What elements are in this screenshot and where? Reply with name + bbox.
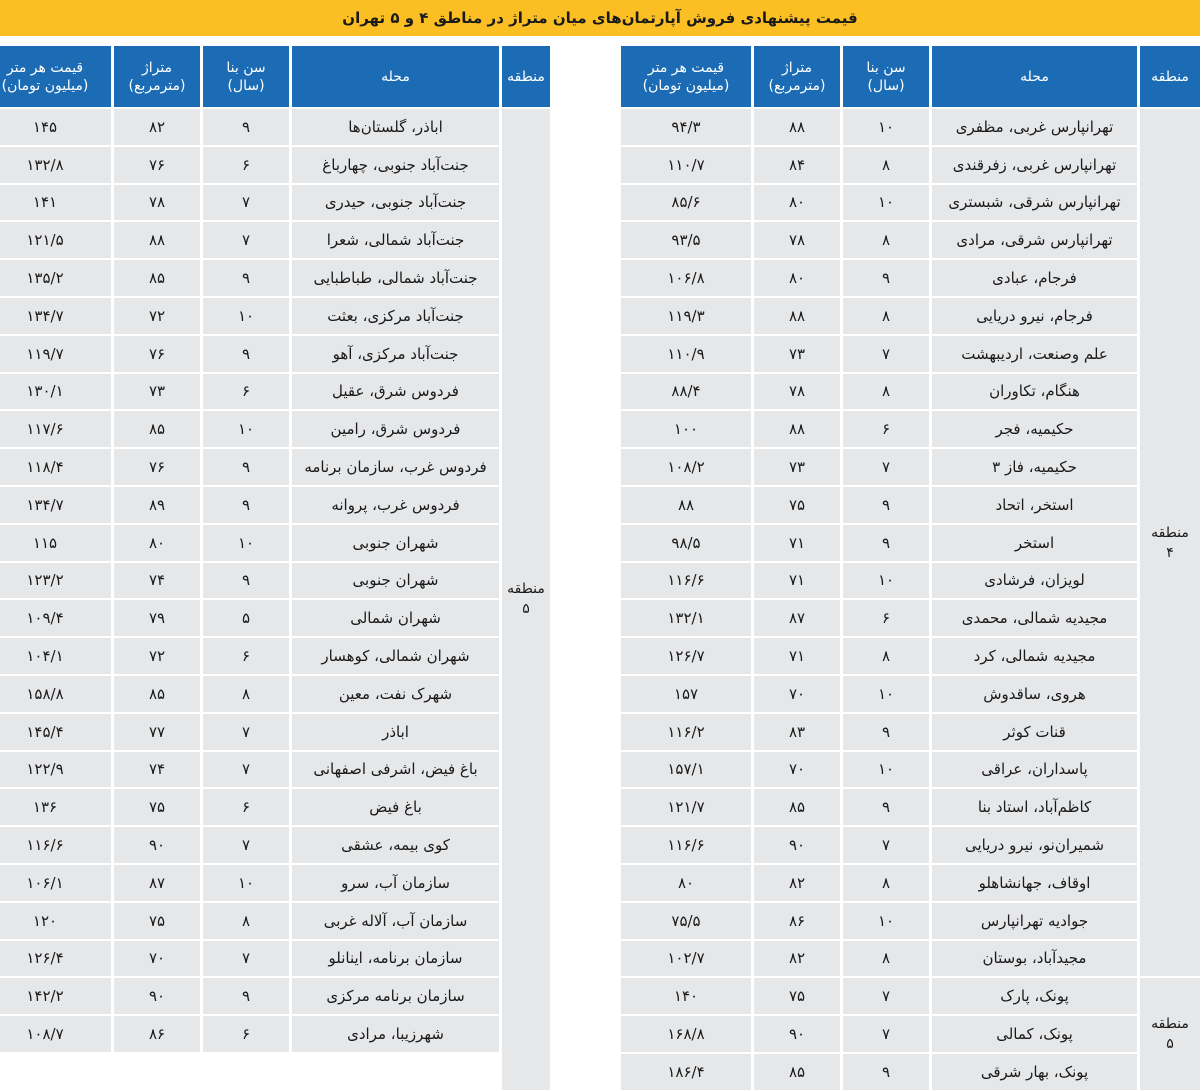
age-cell: ۸	[843, 941, 929, 977]
area-cell: ۷۸	[114, 185, 200, 221]
area-cell: ۸۹	[114, 487, 200, 523]
header-area: متراژ (مترمربع)	[754, 46, 840, 107]
neighborhood-cell: مجیدیه شمالی، محمدی	[932, 600, 1137, 636]
price-cell: ۱۲۱/۷	[621, 789, 751, 825]
header-neighborhood: محله	[292, 46, 499, 107]
area-cell: ۸۵	[754, 789, 840, 825]
neighborhood-cell: اوقاف، جهانشاهلو	[932, 865, 1137, 901]
age-cell: ۶	[843, 600, 929, 636]
area-cell: ۷۶	[114, 449, 200, 485]
price-cell: ۹۴/۳	[621, 109, 751, 145]
age-cell: ۷	[843, 978, 929, 1014]
age-cell: ۱۰	[843, 563, 929, 599]
price-cell: ۱۰۴/۱	[0, 638, 111, 674]
age-cell: ۷	[843, 827, 929, 863]
neighborhood-cell: پاسداران، عراقی	[932, 752, 1137, 788]
price-cell: ۱۵۸/۸	[0, 676, 111, 712]
area-cell: ۸۲	[754, 941, 840, 977]
area-cell: ۷۶	[114, 147, 200, 183]
age-cell: ۶	[203, 789, 289, 825]
area-cell: ۷۰	[754, 752, 840, 788]
neighborhood-cell: فرجام، نیرو دریایی	[932, 298, 1137, 334]
price-cell: ۱۳۵/۲	[0, 260, 111, 296]
price-cell: ۱۴۰	[621, 978, 751, 1014]
age-cell: ۱۰	[203, 865, 289, 901]
area-cell: ۸۵	[114, 676, 200, 712]
neighborhood-cell: استخر	[932, 525, 1137, 561]
age-cell: ۷	[843, 336, 929, 372]
price-cell: ۱۱۶/۶	[621, 563, 751, 599]
age-cell: ۹	[843, 525, 929, 561]
neighborhood-cell: قنات کوثر	[932, 714, 1137, 750]
price-cell: ۱۰۸/۷	[0, 1016, 111, 1052]
title-bar	[0, 0, 1200, 36]
area-cell: ۸۵	[114, 260, 200, 296]
neighborhood-cell: لویزان، فرشادی	[932, 563, 1137, 599]
price-cell: ۱۴۱	[0, 185, 111, 221]
area-cell: ۷۳	[754, 336, 840, 372]
neighborhood-cell: فرجام، عبادی	[932, 260, 1137, 296]
area-cell: ۷۰	[114, 941, 200, 977]
area-cell: ۸۸	[114, 222, 200, 258]
area-cell: ۷۳	[114, 374, 200, 410]
age-cell: ۱۰	[203, 298, 289, 334]
price-cell: ۱۳۲/۱	[621, 600, 751, 636]
area-cell: ۸۴	[754, 147, 840, 183]
header-zone: منطقه	[1140, 46, 1200, 107]
table-left	[0, 46, 550, 1089]
price-cell: ۱۰۲/۷	[621, 941, 751, 977]
area-cell: ۹۰	[114, 978, 200, 1014]
price-cell: ۱۲۰	[0, 903, 111, 939]
neighborhood-cell: سازمان برنامه مرکزی	[292, 978, 499, 1014]
neighborhood-cell: تهرانپارس شرقی، شبستری	[932, 185, 1137, 221]
neighborhood-cell: حکیمیه، فجر	[932, 411, 1137, 447]
area-cell: ۹۰	[754, 1016, 840, 1052]
neighborhood-cell: جنت‌آباد شمالی، شعرا	[292, 222, 499, 258]
neighborhood-cell: سازمان آب، سرو	[292, 865, 499, 901]
neighborhood-cell: شهران شمالی، کوهسار	[292, 638, 499, 674]
neighborhood-cell: پونک، پارک	[932, 978, 1137, 1014]
age-cell: ۸	[843, 374, 929, 410]
zone-label: منطقه ۵	[1140, 978, 1200, 1089]
area-cell: ۸۶	[114, 1016, 200, 1052]
area-cell: ۸۸	[754, 109, 840, 145]
area-cell: ۷۵	[754, 487, 840, 523]
age-cell: ۹	[843, 789, 929, 825]
neighborhood-cell: هروی، ساقدوش	[932, 676, 1137, 712]
price-cell: ۱۳۶	[0, 789, 111, 825]
age-cell: ۶	[203, 147, 289, 183]
area-cell: ۷۸	[754, 222, 840, 258]
neighborhood-cell: جنت‌آباد شمالی، طباطبایی	[292, 260, 499, 296]
age-cell: ۸	[843, 298, 929, 334]
neighborhood-cell: حکیمیه، فاز ۳	[932, 449, 1137, 485]
area-cell: ۷۸	[754, 374, 840, 410]
age-cell: ۱۰	[203, 525, 289, 561]
neighborhood-cell: سازمان برنامه، اینانلو	[292, 941, 499, 977]
price-cell: ۱۵۷/۱	[621, 752, 751, 788]
age-cell: ۷	[843, 449, 929, 485]
neighborhood-cell: جنت‌آباد مرکزی، آهو	[292, 336, 499, 372]
age-cell: ۹	[203, 449, 289, 485]
age-cell: ۶	[203, 374, 289, 410]
price-cell: ۱۲۶/۴	[0, 941, 111, 977]
age-cell: ۱۰	[203, 411, 289, 447]
price-cell: ۱۳۲/۸	[0, 147, 111, 183]
neighborhood-cell: علم وصنعت، اردیبهشت	[932, 336, 1137, 372]
table-right	[609, 46, 1200, 1089]
price-cell: ۱۱۰/۹	[621, 336, 751, 372]
age-cell: ۹	[203, 109, 289, 145]
neighborhood-cell: فردوس غرب، سازمان برنامه	[292, 449, 499, 485]
area-cell: ۷۵	[114, 789, 200, 825]
age-cell: ۸	[843, 865, 929, 901]
area-cell: ۸۲	[754, 865, 840, 901]
price-cell: ۱۳۴/۷	[0, 487, 111, 523]
neighborhood-cell: شهران شمالی	[292, 600, 499, 636]
age-cell: ۱۰	[843, 109, 929, 145]
price-cell: ۸۸/۴	[621, 374, 751, 410]
price-cell: ۱۵۷	[621, 676, 751, 712]
age-cell: ۷	[203, 714, 289, 750]
age-cell: ۷	[203, 752, 289, 788]
area-cell: ۸۸	[754, 298, 840, 334]
area-cell: ۷۴	[114, 752, 200, 788]
neighborhood-cell: پونک، بهار شرقی	[932, 1054, 1137, 1090]
price-cell: ۱۲۱/۵	[0, 222, 111, 258]
zone-label: منطقه ۴	[1140, 109, 1200, 976]
price-cell: ۱۰۸/۲	[621, 449, 751, 485]
neighborhood-cell: فردوس شرق، عقیل	[292, 374, 499, 410]
price-cell: ۱۱۶/۶	[0, 827, 111, 863]
price-cell: ۱۲۳/۲	[0, 563, 111, 599]
header-age: سن بنا (سال)	[843, 46, 929, 107]
area-cell: ۷۳	[754, 449, 840, 485]
neighborhood-cell: کاظم‌آباد، استاد بنا	[932, 789, 1137, 825]
age-cell: ۱۰	[843, 752, 929, 788]
price-cell: ۱۱۸/۴	[0, 449, 111, 485]
price-cell: ۱۰۶/۸	[621, 260, 751, 296]
neighborhood-cell: شهرک نفت، معین	[292, 676, 499, 712]
area-cell: ۷۵	[754, 978, 840, 1014]
area-cell: ۸۰	[754, 260, 840, 296]
neighborhood-cell: جوادیه تهرانپارس	[932, 903, 1137, 939]
neighborhood-cell: اباذر، گلستان‌ها	[292, 109, 499, 145]
area-cell: ۷۶	[114, 336, 200, 372]
age-cell: ۷	[203, 941, 289, 977]
area-cell: ۸۷	[114, 865, 200, 901]
price-cell: ۱۶۸/۸	[621, 1016, 751, 1052]
price-cell: ۸۰	[621, 865, 751, 901]
price-cell: ۱۱۹/۳	[621, 298, 751, 334]
neighborhood-cell: فردوس شرق، رامین	[292, 411, 499, 447]
age-cell: ۱۰	[843, 676, 929, 712]
area-cell: ۷۰	[754, 676, 840, 712]
price-cell: ۸۵/۶	[621, 185, 751, 221]
header-age: سن بنا (سال)	[203, 46, 289, 107]
price-cell: ۸۸	[621, 487, 751, 523]
price-cell: ۱۱۶/۶	[621, 827, 751, 863]
age-cell: ۷	[843, 1016, 929, 1052]
age-cell: ۹	[203, 487, 289, 523]
neighborhood-cell: مجیدیه شمالی، کرد	[932, 638, 1137, 674]
price-cell: ۱۴۵	[0, 109, 111, 145]
neighborhood-cell: باغ فیض، اشرفی اصفهانی	[292, 752, 499, 788]
area-cell: ۷۲	[114, 298, 200, 334]
area-cell: ۹۰	[754, 827, 840, 863]
neighborhood-cell: فردوس غرب، پروانه	[292, 487, 499, 523]
age-cell: ۸	[843, 638, 929, 674]
price-cell: ۱۸۶/۴	[621, 1054, 751, 1090]
price-cell: ۱۰۶/۱	[0, 865, 111, 901]
neighborhood-cell: شمیران‌نو، نیرو دریایی	[932, 827, 1137, 863]
age-cell: ۹	[843, 1054, 929, 1090]
price-cell: ۱۰۹/۴	[0, 600, 111, 636]
neighborhood-cell: اباذر	[292, 714, 499, 750]
age-cell: ۵	[203, 600, 289, 636]
neighborhood-cell: شهران جنوبی	[292, 525, 499, 561]
area-cell: ۷۱	[754, 525, 840, 561]
header-price: قیمت هر متر (میلیون تومان)	[621, 46, 751, 107]
area-cell: ۸۳	[754, 714, 840, 750]
neighborhood-cell: شهران جنوبی	[292, 563, 499, 599]
age-cell: ۶	[843, 411, 929, 447]
area-cell: ۸۸	[754, 411, 840, 447]
age-cell: ۹	[843, 260, 929, 296]
area-cell: ۸۵	[114, 411, 200, 447]
price-cell: ۱۴۲/۲	[0, 978, 111, 1014]
neighborhood-cell: تهرانپارس شرقی، مرادی	[932, 222, 1137, 258]
age-cell: ۱۰	[843, 185, 929, 221]
area-cell: ۷۲	[114, 638, 200, 674]
price-cell: ۷۵/۵	[621, 903, 751, 939]
neighborhood-cell: مجیدآباد، بوستان	[932, 941, 1137, 977]
neighborhood-cell: هنگام، تکاوران	[932, 374, 1137, 410]
neighborhood-cell: تهرانپارس غربی، مظفری	[932, 109, 1137, 145]
price-cell: ۱۱۵	[0, 525, 111, 561]
age-cell: ۹	[203, 563, 289, 599]
price-cell: ۱۲۲/۹	[0, 752, 111, 788]
header-neighborhood: محله	[932, 46, 1137, 107]
age-cell: ۸	[843, 147, 929, 183]
age-cell: ۶	[203, 638, 289, 674]
zone-label: منطقه ۵	[502, 109, 550, 1090]
price-cell: ۹۳/۵	[621, 222, 751, 258]
age-cell: ۹	[843, 487, 929, 523]
area-cell: ۷۵	[114, 903, 200, 939]
area-cell: ۸۵	[754, 1054, 840, 1090]
price-cell: ۱۱۹/۷	[0, 336, 111, 372]
age-cell: ۸	[843, 222, 929, 258]
price-cell: ۹۸/۵	[621, 525, 751, 561]
age-cell: ۷	[203, 827, 289, 863]
age-cell: ۱۰	[843, 903, 929, 939]
age-cell: ۹	[843, 714, 929, 750]
age-cell: ۸	[203, 676, 289, 712]
neighborhood-cell: جنت‌آباد جنوبی، حیدری	[292, 185, 499, 221]
area-cell: ۸۶	[754, 903, 840, 939]
area-cell: ۷۱	[754, 563, 840, 599]
neighborhood-cell: کوی بیمه، عشقی	[292, 827, 499, 863]
neighborhood-cell: استخر، اتحاد	[932, 487, 1137, 523]
age-cell: ۹	[203, 260, 289, 296]
price-cell: ۱۳۰/۱	[0, 374, 111, 410]
neighborhood-cell: شهرزیبا، مرادی	[292, 1016, 499, 1052]
neighborhood-cell: سازمان آب، آلاله غربی	[292, 903, 499, 939]
price-cell: ۱۱۶/۲	[621, 714, 751, 750]
age-cell: ۹	[203, 978, 289, 1014]
area-cell: ۸۲	[114, 109, 200, 145]
header-price: قیمت هر متر (میلیون تومان)	[0, 46, 111, 107]
price-cell: ۱۰۰	[621, 411, 751, 447]
price-cell: ۱۲۶/۷	[621, 638, 751, 674]
area-cell: ۷۷	[114, 714, 200, 750]
area-cell: ۷۴	[114, 563, 200, 599]
area-cell: ۹۰	[114, 827, 200, 863]
area-cell: ۷۱	[754, 638, 840, 674]
area-cell: ۷۹	[114, 600, 200, 636]
neighborhood-cell: پونک، کمالی	[932, 1016, 1137, 1052]
price-cell: ۱۳۴/۷	[0, 298, 111, 334]
neighborhood-cell: جنت‌آباد مرکزی، بعثت	[292, 298, 499, 334]
age-cell: ۶	[203, 1016, 289, 1052]
price-cell: ۱۱۰/۷	[621, 147, 751, 183]
neighborhood-cell: تهرانپارس غربی، زفرقندی	[932, 147, 1137, 183]
page-title: قیمت پیشنهادی فروش آپارتمان‌های میان متراژ در مناطق ۴ و ۵ تهران	[342, 9, 858, 27]
area-cell: ۸۰	[754, 185, 840, 221]
area-cell: ۸۰	[114, 525, 200, 561]
age-cell: ۷	[203, 222, 289, 258]
neighborhood-cell: باغ فیض	[292, 789, 499, 825]
price-cell: ۱۱۷/۶	[0, 411, 111, 447]
price-cell: ۱۴۵/۴	[0, 714, 111, 750]
header-area: متراژ (مترمربع)	[114, 46, 200, 107]
age-cell: ۸	[203, 903, 289, 939]
header-zone: منطقه	[502, 46, 550, 107]
neighborhood-cell: جنت‌آباد جنوبی، چهارباغ	[292, 147, 499, 183]
age-cell: ۹	[203, 336, 289, 372]
area-cell: ۸۷	[754, 600, 840, 636]
age-cell: ۷	[203, 185, 289, 221]
